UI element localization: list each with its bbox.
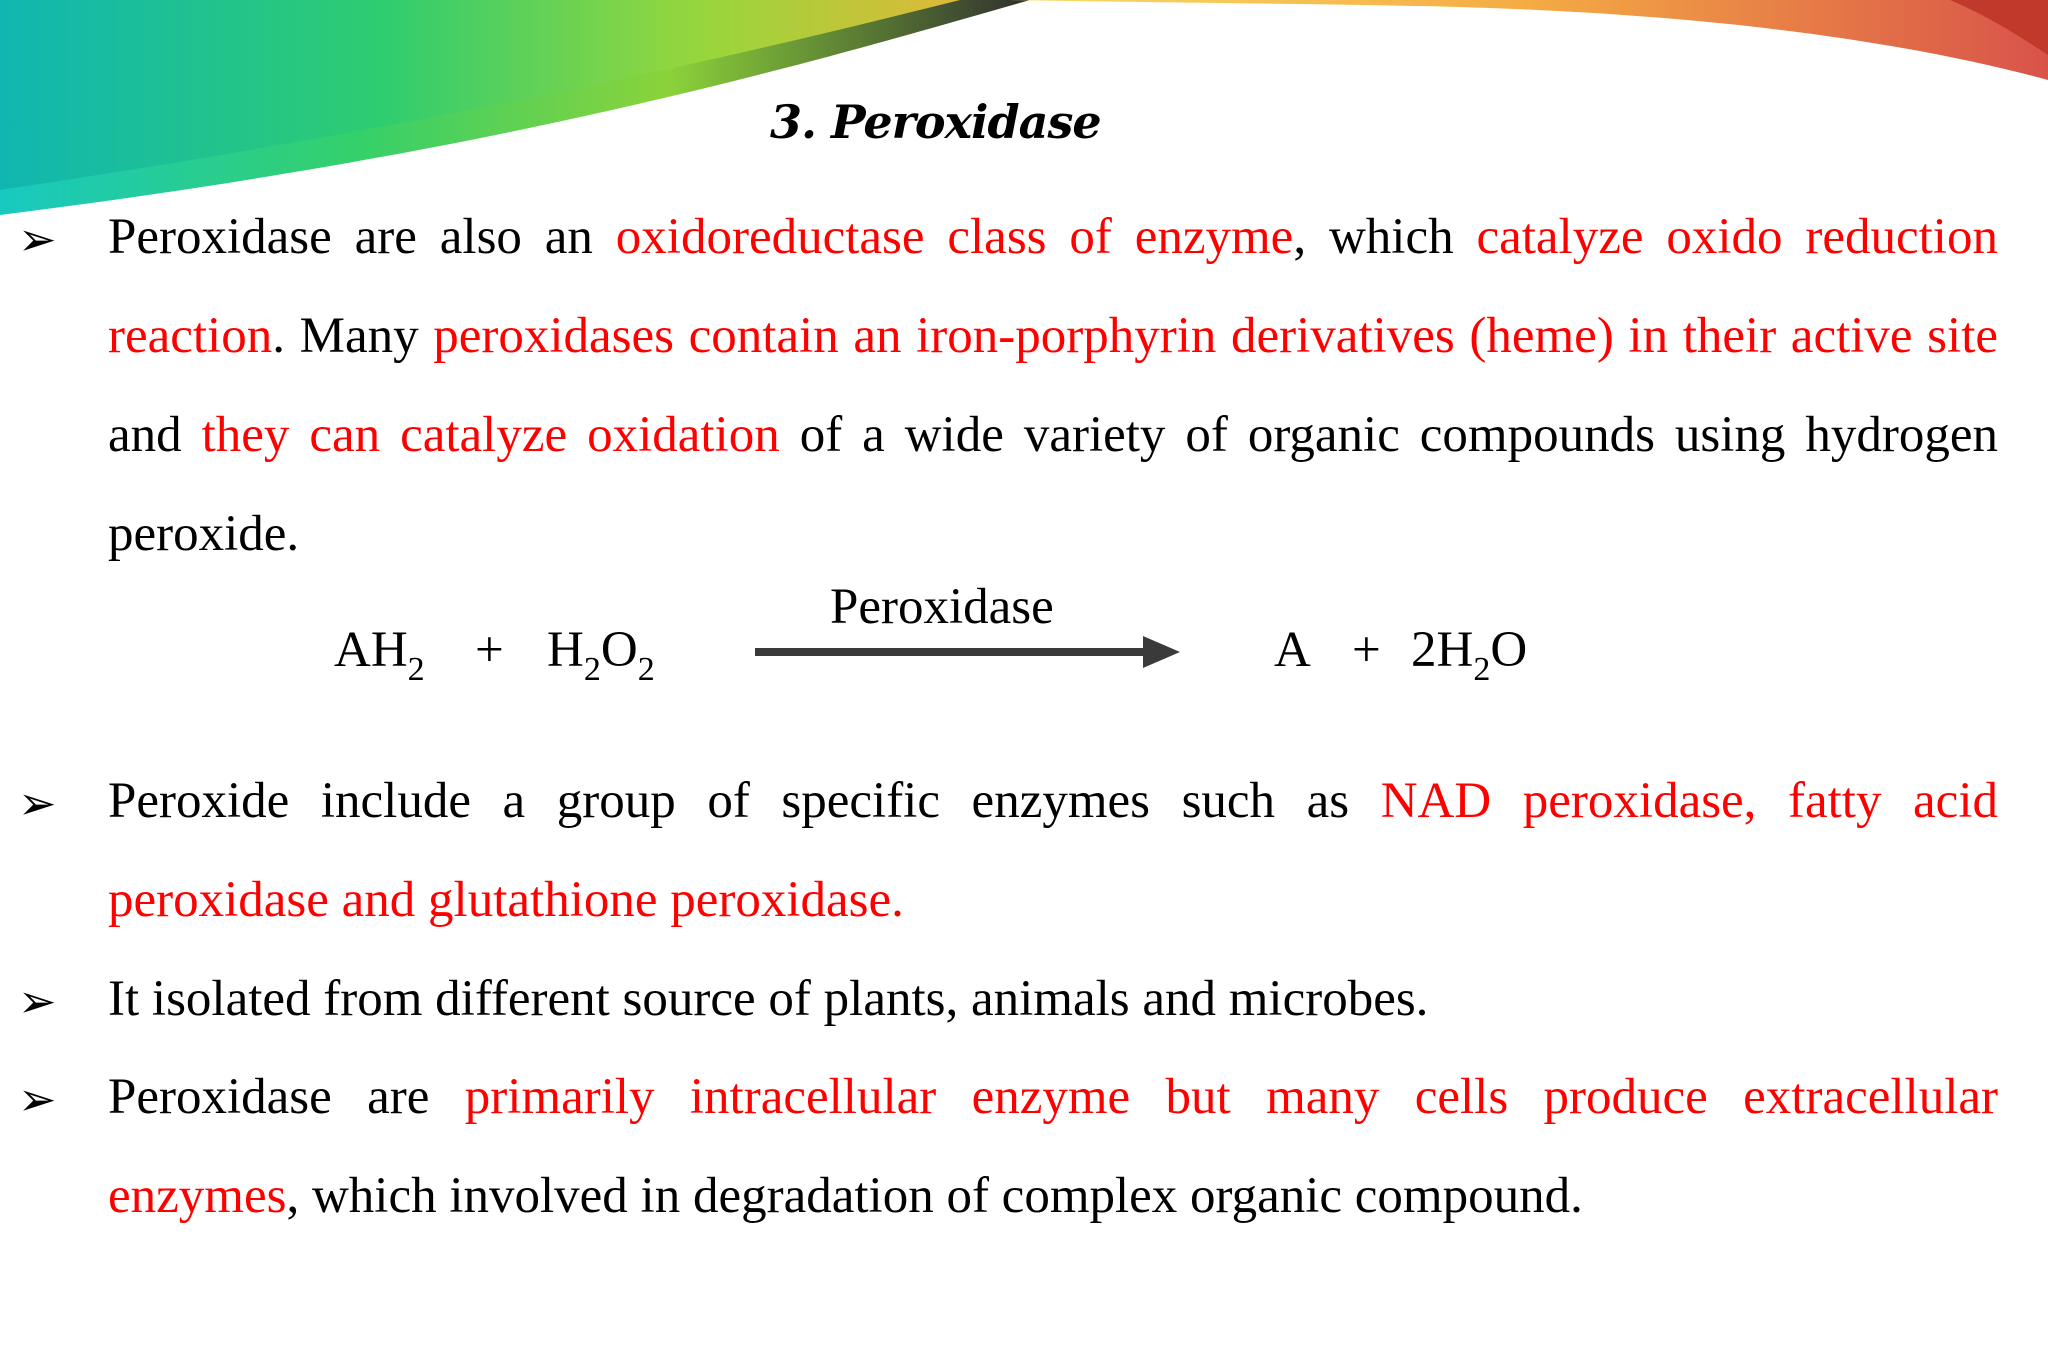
reactant-h2o2-text: O <box>600 622 638 678</box>
text-segment: Peroxidase are <box>108 1069 465 1125</box>
text-segment-highlight: NAD peroxidase, fatty acid peroxidase and glutathione peroxidase. <box>108 773 1998 928</box>
arrow-shaft <box>755 648 1147 656</box>
text-segment: , which involved in degradation of complex organic compound. <box>286 1168 1583 1224</box>
paragraph-3 <box>108 950 1998 1049</box>
text-segment-highlight: catalyze oxido reduction reaction <box>108 209 1998 364</box>
paragraph-2 <box>108 752 1998 950</box>
product-a: A <box>1274 622 1311 678</box>
arrow-head <box>1143 636 1180 668</box>
text-segment-highlight: primarily intracellular enzyme but many cells produce extracellular enzymes <box>108 1069 1998 1224</box>
text-segment: Peroxide include a group of specific enzymes such as <box>108 773 1381 829</box>
slide-title: 3. Peroxidase <box>770 95 1101 149</box>
paragraph-4 <box>108 1048 1998 1246</box>
subscript: 2 <box>637 651 655 688</box>
product-2h2o-text: O <box>1490 622 1528 678</box>
bullet-arrow-icon: ➢ <box>18 212 57 266</box>
product-2h2o <box>1411 622 1528 688</box>
reaction-arrow-icon <box>755 632 1180 672</box>
reactant-ah2 <box>334 622 425 688</box>
plus-sign: + <box>1352 622 1381 678</box>
bullet-arrow-icon: ➢ <box>18 974 57 1028</box>
text-segment: Peroxidase are also an <box>108 209 616 265</box>
product-2h2o-text: 2H <box>1411 622 1474 678</box>
subscript: 2 <box>407 651 425 688</box>
swoosh-shape-orange <box>1010 0 2048 80</box>
text-segment: and <box>108 407 202 463</box>
reactant-ah2-text: AH <box>334 622 408 678</box>
subscript: 2 <box>583 651 601 688</box>
subscript: 2 <box>1473 651 1491 688</box>
reactant-h2o2 <box>547 622 655 688</box>
reactant-h2o2-text: H <box>547 622 584 678</box>
text-segment-highlight: they can catalyze oxidation <box>201 407 780 463</box>
text-segment: of a wide variety of organic compounds using hydrogen peroxide. <box>108 407 1998 562</box>
bullet-arrow-icon: ➢ <box>18 776 57 830</box>
text-segment: It isolated from different source of plants, animals and microbes. <box>108 971 1429 1027</box>
plus-sign: + <box>475 622 504 678</box>
text-segment: , which <box>1293 209 1477 265</box>
arrow-label: Peroxidase <box>830 579 1054 635</box>
paragraph-1 <box>108 188 1998 584</box>
text-segment-highlight: oxidoreductase class of enzyme <box>615 209 1294 265</box>
text-segment-highlight: peroxidases contain an iron-porphyrin derivatives (heme) in their active site <box>433 308 1999 364</box>
bullet-arrow-icon: ➢ <box>18 1072 57 1126</box>
text-segment: . Many <box>272 308 434 364</box>
